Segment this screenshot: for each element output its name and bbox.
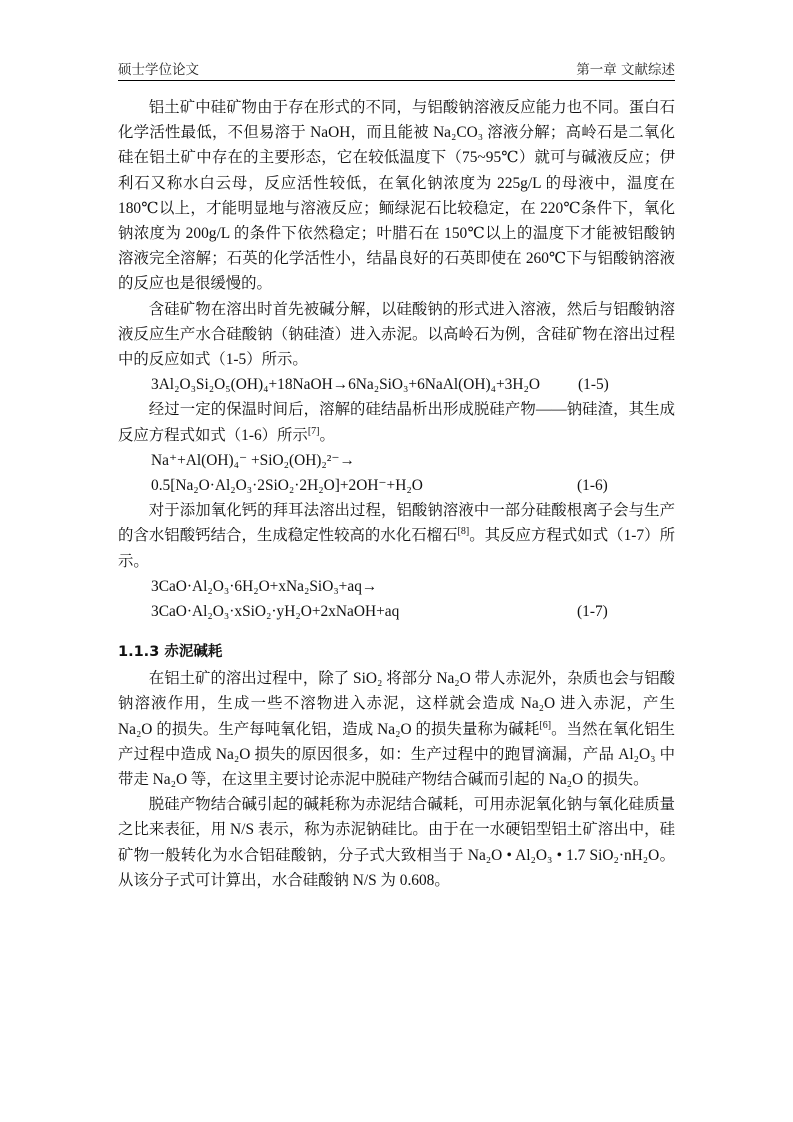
citation-6: [6] xyxy=(539,719,552,731)
equation-1-7-line2 xyxy=(118,599,675,624)
paragraph-calcium-oxide xyxy=(118,498,675,574)
header-thesis-type: 硕士学位论文 xyxy=(118,62,199,78)
paragraph-alkali-loss xyxy=(118,666,675,792)
citation-7: [7] xyxy=(307,425,320,437)
page-body xyxy=(118,95,675,893)
equation-1-6-reactants: Na⁺+Al(OH)₄⁻ +SiO₂(OH)₂²⁻→ xyxy=(151,451,355,469)
equation-1-6-line2 xyxy=(118,473,675,498)
paragraph-desilication xyxy=(118,397,675,447)
equation-1-5 xyxy=(118,372,675,397)
equation-1-7-reactants: 3CaO·Al₂O₃·6H₂O+xNa₂SiO₃+aq→ xyxy=(151,577,378,595)
paragraph-silicon-minerals: 铝土矿中硅矿物由于存在形式的不同，与铝酸钠溶液反应能力也不同。蛋白石化学活性最低，不但易溶于 NaOH，而且能被 Na₂CO₃ 溶液分解；高岭石是二氧化硅在铝土矿中存在的主要形态，它在较低温度下（75~95℃）就可与碱液反应；伊利石又称水白云母，反应活性较低，在氧化钠浓度为 225g/L 的母液中，温度在 180℃以上，才能明显地与溶液反应；鲕绿泥石比较稳定，在 220℃条件下，氧化钠浓度为 200g/L 的条件下依然稳定；叶腊石在 150℃以上的温度下才能被铝酸钠溶液完全溶解；石英的化学活性小，结晶良好的石英即使在 260℃下与铝酸钠溶液的反应也是很缓慢的。 xyxy=(118,99,675,293)
equation-1-7-line1 xyxy=(118,574,675,599)
section-heading-red-mud-alkali-loss: 1.1.3 赤泥碱耗 xyxy=(118,644,223,661)
paragraph-alkali-loss-end: 。当然在氧化铝生产过程中造成 Na₂O 损失的原因很多，如：生产过程中的跑冒滴漏，产品 Al₂O₃ 中带走 Na₂O 等，在这里主要讨论赤泥中脱硅产物结合碱而引起的 Na₂O 的损失。 xyxy=(118,720,675,788)
equation-1-7-products: 3CaO·Al₂O₃·xSiO₂·yH₂O+2xNaOH+aq xyxy=(151,603,400,620)
equation-1-5-formula: 3Al₂O₃Si₂O₅(OH)₄+18NaOH→6Na₂SiO₃+6NaAl(OH)₄+3H₂O xyxy=(151,376,540,394)
paragraph-dissolution: 含硅矿物在溶出时首先被碱分解，以硅酸钠的形式进入溶液，然后与铝酸钠溶液反应生产水合硅酸钠（钠硅渣）进入赤泥。以高岭石为例，含硅矿物在溶出过程中的反应如式（1-5）所示。 xyxy=(118,300,675,369)
paragraph-desilication-text: 经过一定的保温时间后，溶解的硅结晶析出形成脱硅产物——钠硅渣，其生成反应方程式如式（1-6）所示 xyxy=(118,401,675,444)
header-chapter-title: 第一章 文献综述 xyxy=(576,62,675,78)
equation-1-6-number: (1-6) xyxy=(577,477,608,495)
equation-1-6-products: 0.5[Na₂O·Al₂O₃·2SiO₂·2H₂O]+2OH⁻+H₂O xyxy=(151,477,423,495)
paragraph-calcium-oxide-end: 。其反应方程式如式（1-7）所示。 xyxy=(118,527,675,570)
paragraph-ns-ratio: 脱硅产物结合碱引起的碱耗称为赤泥结合碱耗，可用赤泥氧化钠与氧化硅质量之比来表征，用 N/S 表示，称为赤泥钠硅比。由于在一水硬铝型铝土矿溶出中，硅矿物一般转化为水合铝硅酸钠，分子式大致相当于 Na₂O • Al₂O₃ • 1.7 SiO₂·nH₂O。从该分子式可计算出，水合硅酸钠 N/S 为 0.608。 xyxy=(118,796,675,889)
citation-8: [8] xyxy=(457,526,470,538)
header-divider xyxy=(118,80,675,81)
equation-1-5-number: (1-5) xyxy=(578,376,609,394)
paragraph-desilication-end: 。 xyxy=(319,426,335,444)
page-header xyxy=(118,56,675,80)
equation-1-7-number: (1-7) xyxy=(577,603,608,620)
paragraph-calcium-oxide-text: 对于添加氧化钙的拜耳法溶出过程，铝酸钠溶液中一部分硅酸根离子会与生产的含水铝酸钙结合，生成稳定性较高的水化石榴石 xyxy=(118,502,675,545)
paragraph-alkali-loss-text: 在铝土矿的溶出过程中，除了 SiO₂ 将部分 Na₂O 带人赤泥外，杂质也会与铝酸钠溶液作用，生成一些不溶物进入赤泥，这样就会造成 Na₂O 进入赤泥，产生 Na₂O 的损失。生产每吨氧化铝，造成 Na₂O 的损失量称为碱耗 xyxy=(118,670,675,738)
equation-1-6-line1 xyxy=(118,448,675,473)
